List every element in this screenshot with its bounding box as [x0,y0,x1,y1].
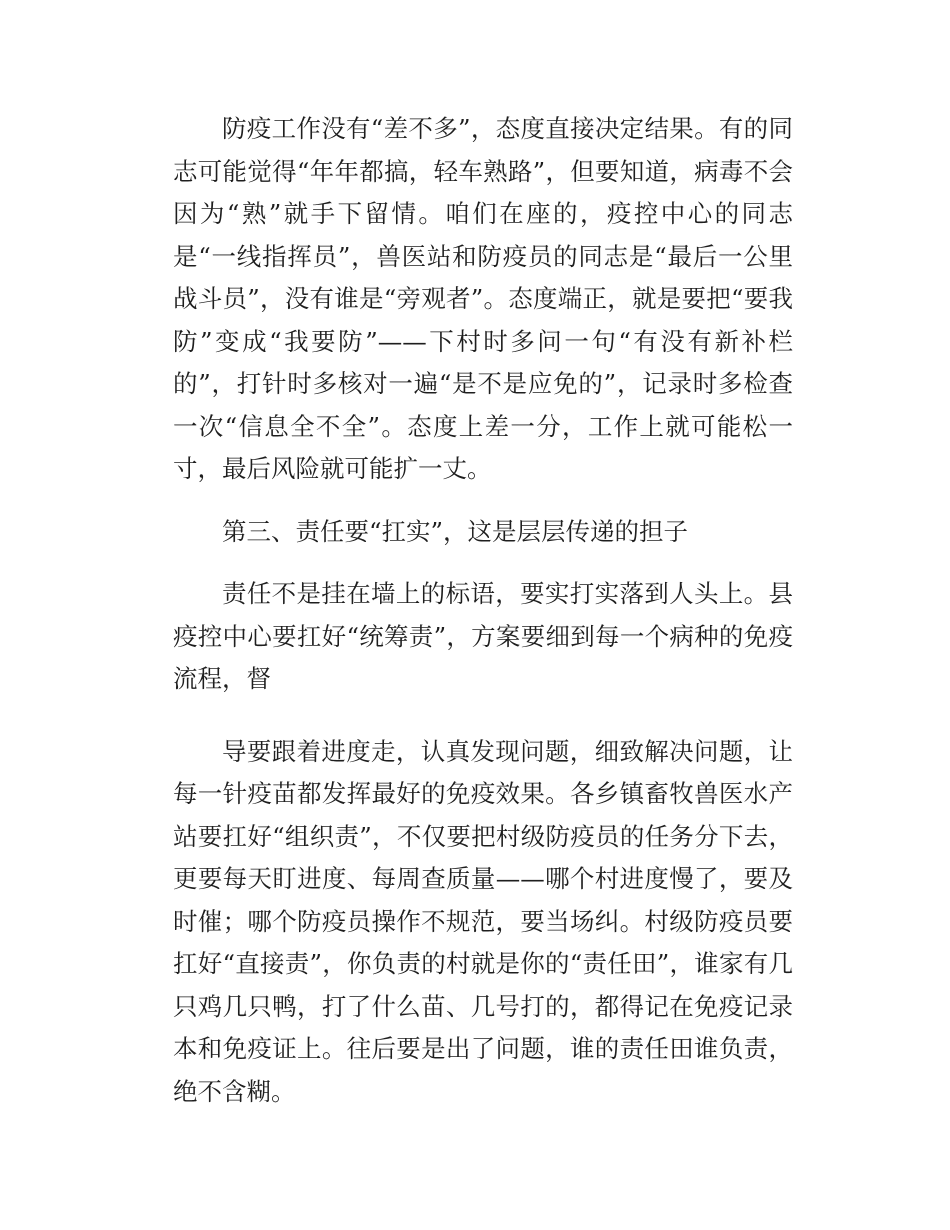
section-heading-responsibility: 第三、责任要“扛实”，这是层层传递的担子 [222,516,689,546]
paragraph-attitude: 防疫工作没有“差不多”，态度直接决定结果。有的同志可能觉得“年年都搞，轻车熟路”，但要知道，病毒不会因为“熟”就手下留情。咱们在座的，疫控中心的同志是“一线指挥员”，兽医站和防疫员的同志是“最后一公里战斗员”，没有谁是“旁观者”。态度端正，就是要把“要我防”变成“我要防”——下村时多问一句“有没有新补栏的”，打针时多核对一遍“是不是应免的”，记录时多检查一次“信息全不全”。态度上差一分，工作上就可能松一寸，最后风险就可能扩一丈。 [173,114,793,483]
paragraph-responsibility-intro: 责任不是挂在墙上的标语，要实打实落到人头上。县疫控中心要扛好“统筹责”，方案要细到每一个病种的免疫流程，督 [173,579,793,693]
paragraph-responsibility-detail: 导要跟着进度走，认真发现问题，细致解决问题，让每一针疫苗都发挥最好的免疫效果。各乡镇畜牧兽医水产站要扛好“组织责”，不仅要把村级防疫员的任务分下去，更要每天盯进度、每周查质量——哪个村进度慢了，要及时催；哪个防疫员操作不规范，要当场纠。村级防疫员要扛好“直接责”，你负责的村就是你的“责任田”，谁家有几只鸡几只鸭，打了什么苗、几号打的，都得记在免疫记录本和免疫证上。往后要是出了问题，谁的责任田谁负责，绝不含糊。 [173,736,793,1106]
document-body [173,108,793,1113]
